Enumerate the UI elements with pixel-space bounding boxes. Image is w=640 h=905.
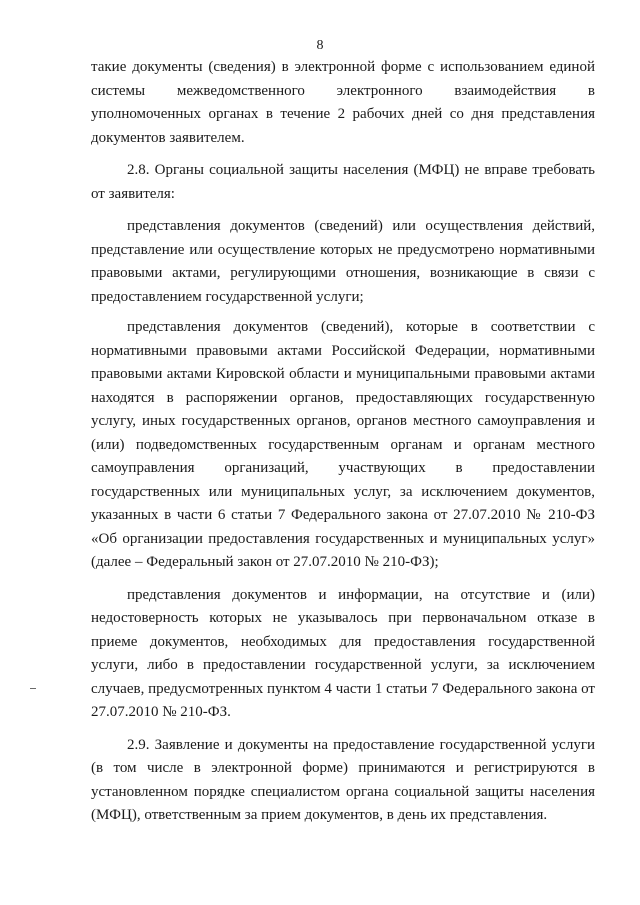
paragraph-2-8: 2.8. Органы социальной защиты населения (МФЦ) не вправе требовать от заявителя: [91, 162, 595, 202]
paragraph-requirement-1: представления документов (сведений) или осуществления действий, представление или осуществление которых не предусмотрено нормативными правовыми актами, регулирующими отношения, возникающие в связи с предоставлением государственной услуги; [91, 218, 595, 305]
paragraph-requirement-2: представления документов (сведений), которые в соответствии с нормативными правовыми актами Российской Федерации, нормативными правовыми актами Кировской области и муниципальными правовыми актами находятся в распоряжении органов, предоставляющих государственную услугу, иных государственных органов, органов местного самоуправления и (или) подведомственных государственным органам и органам местного самоуправления организаций, участвующих в предоставлении государственных или муниципальных услуг, за исключением документов, указанных в части 6 статьи 7 Федерального закона от 27.07.2010 № 210-ФЗ «Об организации предоставления государственных и муниципальных услуг» (далее – Федеральный закон от 27.07.2010 № 210-ФЗ); [91, 319, 595, 570]
paragraph-requirement-3: представления документов и информации, на отсутствие и (или) недостоверность которых не указывалось при первоначальном отказе в приеме документов, необходимых для предоставления государственной услуги, либо в предоставлении государственной услуги, за исключением случаев, предусмотренных пунктом 4 части 1 статьи 7 Федерального закона от 27.07.2010 № 210-ФЗ. [91, 586, 595, 720]
paragraph-continuation: такие документы (сведения) в электронной форме с использованием единой системы межведомственного электронного взаимодействия в уполномоченных органах в течение 2 рабочих дней со дня представления документов заявителем. [91, 59, 595, 146]
paragraph-2-9: 2.9. Заявление и документы на предоставление государственной услуги (в том числе в электронной форме) принимаются и регистрируются в установленном порядке специалистом органа социальной защиты населения (МФЦ), ответственным за прием документов, в день их представления. [91, 736, 595, 823]
scan-margin-mark [30, 688, 36, 689]
page-number: 8 [316, 38, 324, 53]
document-body [91, 56, 595, 828]
